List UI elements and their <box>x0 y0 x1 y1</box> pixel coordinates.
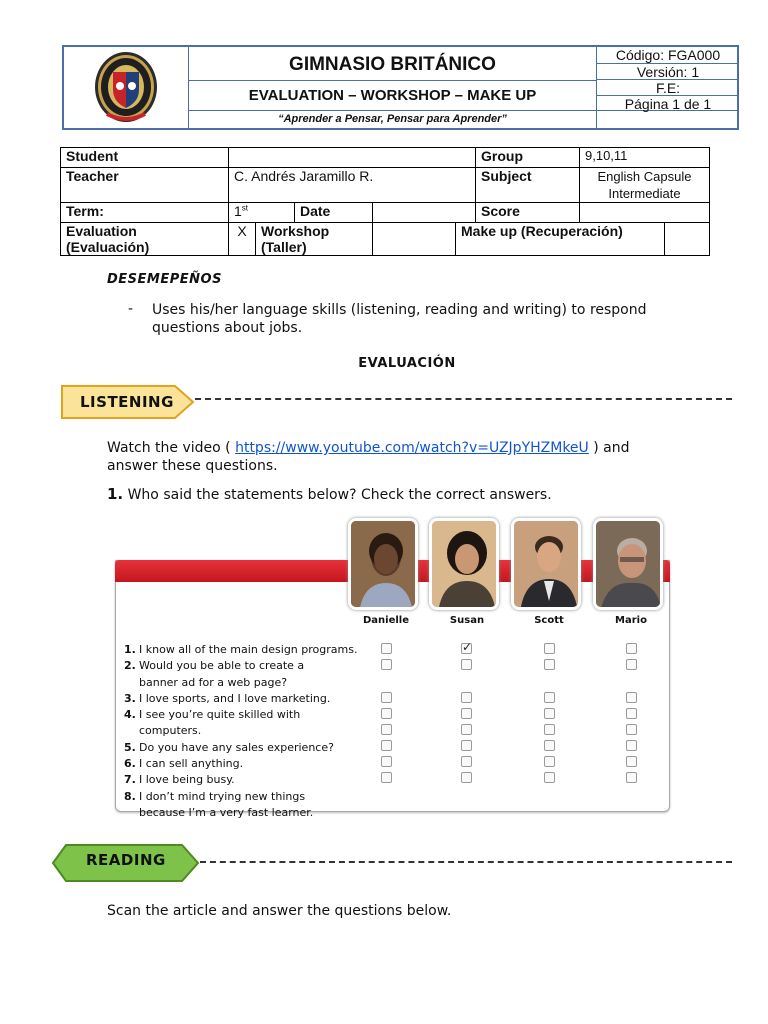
statement-number: 8. <box>124 789 136 803</box>
checkbox-scott-7[interactable] <box>544 756 555 767</box>
photo-mario <box>593 518 663 610</box>
checkbox-scott-2[interactable] <box>544 659 555 670</box>
workshop-checkbox[interactable] <box>373 223 456 256</box>
listening-instructions <box>107 439 667 475</box>
name-mario: Mario <box>615 615 647 626</box>
statement-item <box>124 789 364 822</box>
makeup-checkbox[interactable] <box>665 223 710 256</box>
statement-item <box>124 772 364 788</box>
checkbox-susan-5[interactable] <box>461 724 472 735</box>
statement-number: 3. <box>124 691 136 705</box>
checkbox-mario-1[interactable] <box>626 643 637 654</box>
logo-cell <box>64 47 189 128</box>
statement-text: I don’t mind trying new things because I’m a very fast learner. <box>139 789 314 819</box>
statement-number: 2. <box>124 659 136 673</box>
listening-banner <box>52 384 732 424</box>
student-field[interactable] <box>229 148 476 168</box>
school-crest-logo <box>93 50 159 124</box>
photo-scott <box>511 518 581 610</box>
checkbox-danielle-1[interactable] <box>381 643 392 654</box>
term-label: Term: <box>61 203 229 223</box>
checkbox-danielle-6[interactable] <box>381 740 392 751</box>
statement-text: Would you be able to create a banner ad for a web page? <box>139 659 305 689</box>
listening-exercise <box>107 515 672 820</box>
statement-text: Do you have any sales experience? <box>139 740 334 754</box>
checkbox-danielle-5[interactable] <box>381 724 392 735</box>
checkbox-scott-5[interactable] <box>544 724 555 735</box>
statement-text: I see you’re quite skilled with computers. <box>139 708 301 738</box>
reading-banner <box>52 843 732 883</box>
statement-item <box>124 756 364 772</box>
blank-control-cell <box>597 111 739 128</box>
statement-text: I love sports, and I love marketing. <box>139 691 331 705</box>
bullet-dash: - <box>128 301 134 317</box>
listening-label: LISTENING <box>80 393 174 411</box>
reading-instruction: Scan the article and answer the questions below. <box>107 903 452 919</box>
statement-text: I love being busy. <box>139 773 235 787</box>
checkbox-danielle-8[interactable] <box>381 772 392 783</box>
statement-number: 1. <box>124 643 136 656</box>
statement-item <box>124 658 364 691</box>
checkbox-mario-7[interactable] <box>626 756 637 767</box>
checkbox-susan-7[interactable] <box>461 756 472 767</box>
school-motto: “Aprender a Pensar, Pensar para Aprender” <box>278 113 507 125</box>
statement-list <box>124 642 364 821</box>
statement-item <box>124 642 364 658</box>
statement-item <box>124 691 364 707</box>
video-link[interactable]: https://www.youtube.com/watch?v=UZJpYHZMkeU <box>235 440 589 456</box>
score-field[interactable] <box>580 203 710 223</box>
listening-intro-before: Watch the video ( <box>107 440 236 456</box>
statement-number: 5. <box>124 740 136 754</box>
version-label: Versión: 1 <box>597 64 739 80</box>
checkbox-scott-3[interactable] <box>544 692 555 703</box>
checkbox-mario-5[interactable] <box>626 724 637 735</box>
checkbox-susan-1[interactable] <box>461 643 472 654</box>
makeup-label: Make up (Recuperación) <box>456 223 665 256</box>
teacher-value: C. Andrés Jaramillo R. <box>229 168 476 203</box>
checkbox-mario-4[interactable] <box>626 708 637 719</box>
desempenos-title: DESEMEPEÑOS <box>107 272 222 287</box>
checkbox-susan-6[interactable] <box>461 740 472 751</box>
statement-number: 7. <box>124 773 136 787</box>
subject-line-1: English Capsule <box>597 169 692 184</box>
term-number: 1 <box>234 203 242 219</box>
page-label: Página 1 de 1 <box>597 96 739 111</box>
checkbox-mario-2[interactable] <box>626 659 637 670</box>
reading-divider <box>200 861 732 863</box>
statement-text: I know all of the main design programs. <box>139 643 358 656</box>
question-1-text: Who said the statements below? Check the correct answers. <box>123 487 552 503</box>
student-label: Student <box>61 148 229 168</box>
checkbox-mario-6[interactable] <box>626 740 637 751</box>
listening-intro-after: ) and answer these questions. <box>107 440 630 474</box>
desempeno-item: Uses his/her language skills (listening, reading and writing) to respond questions about jobs. <box>152 302 647 336</box>
header-title-block <box>189 47 597 128</box>
checkbox-danielle-7[interactable] <box>381 756 392 767</box>
group-value: 9,10,11 <box>580 148 710 168</box>
checkbox-mario-8[interactable] <box>626 772 637 783</box>
name-scott: Scott <box>534 615 564 626</box>
subject-label: Subject <box>476 168 580 203</box>
code-label: Código: FGA000 <box>597 47 739 64</box>
statement-text: I can sell anything. <box>139 757 244 771</box>
listening-divider <box>195 398 732 400</box>
subject-value <box>580 168 710 203</box>
checkbox-danielle-3[interactable] <box>381 692 392 703</box>
reading-label: READING <box>86 851 166 869</box>
photo-susan <box>429 518 499 610</box>
date-label: Date <box>295 203 373 223</box>
school-name: GIMNASIO BRITÁNICO <box>189 47 596 81</box>
workshop-label: Workshop (Taller) <box>256 223 373 256</box>
checkbox-mario-3[interactable] <box>626 692 637 703</box>
date-field[interactable] <box>373 203 476 223</box>
student-info-table <box>60 147 710 256</box>
fe-label: F.E: <box>597 80 739 96</box>
document-header <box>62 45 739 130</box>
statement-item <box>124 707 364 740</box>
statement-number: 4. <box>124 708 136 722</box>
name-danielle: Danielle <box>362 615 409 626</box>
score-label: Score <box>476 203 580 223</box>
checkbox-scott-6[interactable] <box>544 740 555 751</box>
evaluacion-title: EVALUACIÓN <box>358 356 456 371</box>
checkbox-scott-1[interactable] <box>544 643 555 654</box>
teacher-label: Teacher <box>61 168 229 203</box>
statement-number: 6. <box>124 757 136 771</box>
document-type: EVALUATION – WORKSHOP – MAKE UP <box>189 81 596 111</box>
evaluation-label: Evaluation (Evaluación) <box>61 223 229 256</box>
term-suffix: st <box>241 203 249 213</box>
checkbox-susan-8[interactable] <box>461 772 472 783</box>
question-1 <box>107 485 667 504</box>
checkbox-susan-2[interactable] <box>461 659 472 670</box>
checkbox-scott-8[interactable] <box>544 772 555 783</box>
subject-line-2: Intermediate <box>608 186 681 201</box>
checkbox-danielle-2[interactable] <box>381 659 392 670</box>
checkbox-scott-4[interactable] <box>544 708 555 719</box>
statement-item <box>124 740 364 756</box>
group-label: Group <box>476 148 580 168</box>
checkbox-susan-3[interactable] <box>461 692 472 703</box>
photo-danielle <box>348 518 418 610</box>
checkbox-danielle-4[interactable] <box>381 708 392 719</box>
checkbox-susan-4[interactable] <box>461 708 472 719</box>
term-value <box>229 203 295 223</box>
question-1-number: 1. <box>107 485 124 503</box>
evaluation-checkbox[interactable]: X <box>229 223 256 256</box>
name-susan: Susan <box>449 615 485 626</box>
document-control-block <box>597 47 739 128</box>
